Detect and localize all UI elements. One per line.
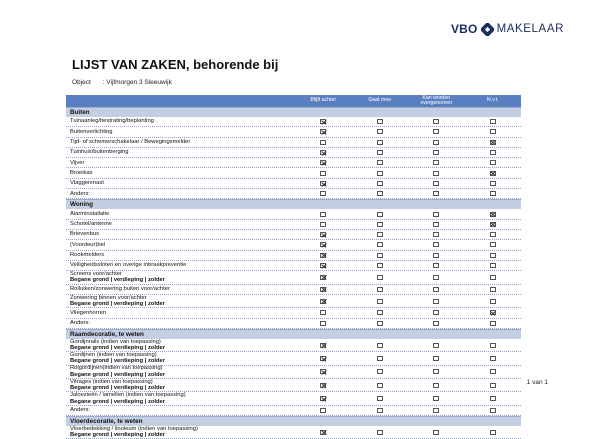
row-label xyxy=(66,261,295,270)
checkbox-empty[interactable] xyxy=(490,275,496,280)
checkbox-empty[interactable] xyxy=(433,212,439,217)
logo-makelaar-text: MAKELAAR xyxy=(496,23,564,35)
row-label-text: Anders: xyxy=(70,407,90,414)
col-kan-worden-overgenomen: Kan worden overgenomen xyxy=(420,94,453,106)
checkbox-empty[interactable] xyxy=(433,119,439,124)
table-row xyxy=(66,352,521,365)
table-row xyxy=(66,366,521,379)
row-label xyxy=(66,168,295,177)
checkbox-checked[interactable] xyxy=(320,369,326,374)
table-row xyxy=(66,189,521,199)
row-label-text: Alarminstallatie xyxy=(70,210,110,217)
house-icon xyxy=(481,23,494,36)
checkbox-checked[interactable] xyxy=(490,140,496,145)
checkbox-empty[interactable] xyxy=(320,310,326,315)
object-line xyxy=(72,79,172,86)
object-label: Object xyxy=(72,79,91,86)
checkbox-empty[interactable] xyxy=(377,343,383,348)
table-row xyxy=(66,319,521,329)
checkbox-empty[interactable] xyxy=(490,160,496,165)
row-floor-options: Begane grond | verdieping | zolder xyxy=(70,398,166,405)
checkbox-checked[interactable] xyxy=(320,396,326,401)
checkbox-empty[interactable] xyxy=(377,310,383,315)
row-label xyxy=(66,392,295,404)
row-label-text: Tijd- of schemerschakelaar / Bewegingsmelder xyxy=(70,139,191,146)
row-label xyxy=(66,117,295,126)
checkbox-empty[interactable] xyxy=(433,356,439,361)
row-label xyxy=(66,319,295,328)
checkbox-checked[interactable] xyxy=(320,129,326,134)
checkbox-empty[interactable] xyxy=(433,160,439,165)
row-label-text: Anders: xyxy=(70,319,90,326)
section-header: Buiten xyxy=(66,107,521,117)
checkbox-empty[interactable] xyxy=(320,212,326,217)
checkbox-empty[interactable] xyxy=(320,171,326,176)
checkbox-empty[interactable] xyxy=(377,287,383,292)
row-label-text: Rolluiken/zonwering buiten voor/achter xyxy=(70,285,170,292)
checkbox-empty[interactable] xyxy=(377,356,383,361)
checkbox-empty[interactable] xyxy=(377,150,383,155)
checkbox-checked[interactable] xyxy=(320,150,326,155)
checkbox-checked[interactable] xyxy=(320,430,326,435)
checkbox-empty[interactable] xyxy=(433,343,439,348)
row-label xyxy=(66,308,295,317)
checkbox-empty[interactable] xyxy=(490,253,496,258)
checkbox-empty[interactable] xyxy=(377,119,383,124)
checkbox-empty[interactable] xyxy=(433,299,439,304)
checkbox-empty[interactable] xyxy=(377,263,383,268)
checkbox-empty[interactable] xyxy=(490,191,496,196)
row-label xyxy=(66,426,295,438)
table-row xyxy=(66,251,521,261)
checkbox-empty[interactable] xyxy=(490,408,496,413)
checkbox-checked[interactable] xyxy=(320,181,326,186)
checkbox-empty[interactable] xyxy=(377,191,383,196)
vbo-makelaar-logo xyxy=(451,22,564,36)
checkbox-empty[interactable] xyxy=(320,191,326,196)
checkbox-empty[interactable] xyxy=(433,140,439,145)
checkbox-empty[interactable] xyxy=(377,369,383,374)
row-floor-options: Begane grond | verdieping | zolder xyxy=(70,371,166,378)
checkbox-checked[interactable] xyxy=(320,343,326,348)
checkbox-empty[interactable] xyxy=(433,369,439,374)
row-label xyxy=(66,230,295,239)
checkbox-checked[interactable] xyxy=(320,299,326,304)
checkbox-checked[interactable] xyxy=(320,287,326,292)
table-row xyxy=(66,295,521,308)
checkbox-empty[interactable] xyxy=(433,287,439,292)
row-label xyxy=(66,295,295,307)
checkbox-empty[interactable] xyxy=(377,321,383,326)
checkbox-empty[interactable] xyxy=(433,383,439,388)
row-label xyxy=(66,339,295,351)
row-floor-options: Begane grond | verdieping | zolder xyxy=(70,358,166,365)
table-row xyxy=(66,271,521,284)
row-label xyxy=(66,271,295,283)
checkbox-empty[interactable] xyxy=(433,181,439,186)
checkbox-checked[interactable] xyxy=(320,383,326,388)
row-label xyxy=(66,138,295,147)
row-label xyxy=(66,158,295,167)
table-row xyxy=(66,209,521,219)
checkbox-empty[interactable] xyxy=(490,150,496,155)
checkbox-empty[interactable] xyxy=(320,321,326,326)
checkbox-empty[interactable] xyxy=(377,129,383,134)
checkbox-empty[interactable] xyxy=(490,129,496,134)
row-floor-options: Begane grond | verdieping | zolder xyxy=(70,385,166,392)
checkbox-checked[interactable] xyxy=(320,242,326,247)
col-nvt: N.v.t. xyxy=(486,97,499,104)
checkbox-empty[interactable] xyxy=(377,253,383,258)
table-row xyxy=(66,379,521,392)
row-label xyxy=(66,379,295,391)
col-blijft-achter: Blijft achter xyxy=(310,97,337,104)
row-label xyxy=(66,179,295,188)
table-row xyxy=(66,138,521,148)
section-header: Vloerdecoratie, te weten xyxy=(66,416,521,426)
page-number: 1 van 1 xyxy=(526,379,548,386)
row-label xyxy=(66,189,295,198)
table-row xyxy=(66,179,521,189)
checkbox-empty[interactable] xyxy=(490,242,496,247)
checkbox-empty[interactable] xyxy=(490,119,496,124)
row-label-text: Buitenverlichting xyxy=(70,128,113,135)
row-label-text: Schotel/antenne xyxy=(70,221,112,228)
table-header xyxy=(66,95,521,107)
row-label-text: Screens voor/achter xyxy=(70,270,122,277)
checkbox-empty[interactable] xyxy=(377,212,383,217)
checkbox-empty[interactable] xyxy=(490,430,496,435)
checkbox-empty[interactable] xyxy=(433,171,439,176)
checkbox-empty[interactable] xyxy=(490,321,496,326)
table-row xyxy=(66,148,521,158)
col-gaat-mee: Gaat mee xyxy=(368,97,392,104)
row-label-text: Vitrages (indien van toepassing) xyxy=(70,378,153,385)
checkbox-empty[interactable] xyxy=(433,408,439,413)
checkbox-checked[interactable] xyxy=(320,263,326,268)
checkbox-checked[interactable] xyxy=(320,160,326,165)
checkbox-empty[interactable] xyxy=(490,396,496,401)
checkbox-empty[interactable] xyxy=(320,140,326,145)
row-label-text: Tuinhuis/buitenberging xyxy=(70,149,129,156)
row-label xyxy=(66,240,295,249)
checkbox-empty[interactable] xyxy=(377,242,383,247)
row-label xyxy=(66,251,295,260)
checkbox-empty[interactable] xyxy=(433,150,439,155)
checkbox-empty[interactable] xyxy=(377,275,383,280)
checkbox-empty[interactable] xyxy=(433,321,439,326)
checkbox-checked[interactable] xyxy=(320,275,326,280)
checkbox-empty[interactable] xyxy=(377,232,383,237)
table-row xyxy=(66,240,521,250)
checkbox-empty[interactable] xyxy=(377,430,383,435)
checkbox-empty[interactable] xyxy=(433,222,439,227)
row-label xyxy=(66,209,295,218)
table-row xyxy=(66,406,521,416)
table-row xyxy=(66,285,521,295)
checkbox-empty[interactable] xyxy=(433,275,439,280)
checkbox-empty[interactable] xyxy=(377,181,383,186)
row-label xyxy=(66,148,295,157)
checkbox-checked[interactable] xyxy=(490,212,496,217)
section-header: Woning xyxy=(66,199,521,209)
row-label xyxy=(66,352,295,364)
row-label-text: (Voordeur)bel xyxy=(70,241,106,248)
checkbox-empty[interactable] xyxy=(377,408,383,413)
row-label xyxy=(66,366,295,378)
checkbox-empty[interactable] xyxy=(433,310,439,315)
checkbox-checked[interactable] xyxy=(320,119,326,124)
row-label-text: Vijver xyxy=(70,159,85,166)
checkbox-empty[interactable] xyxy=(377,171,383,176)
row-label-text: Brievenbus xyxy=(70,231,100,238)
table-row xyxy=(66,158,521,168)
checkbox-empty[interactable] xyxy=(377,222,383,227)
checkbox-empty[interactable] xyxy=(490,343,496,348)
row-label-text: Anders: xyxy=(70,190,90,197)
checkbox-empty[interactable] xyxy=(490,369,496,374)
row-floor-options: Begane grond | verdieping | zolder xyxy=(70,432,166,439)
row-label-text: Veiligheidssloten en overige inbraakpreventie xyxy=(70,262,187,269)
checkbox-empty[interactable] xyxy=(320,408,326,413)
checkbox-empty[interactable] xyxy=(490,181,496,186)
table-row xyxy=(66,261,521,271)
table-row xyxy=(66,127,521,137)
row-label-text: Tuinaanleg/bestrating/beplanting xyxy=(70,118,154,125)
checkbox-empty[interactable] xyxy=(433,263,439,268)
checkbox-empty[interactable] xyxy=(490,287,496,292)
checkbox-empty[interactable] xyxy=(433,191,439,196)
row-label-text: Broeikas xyxy=(70,169,93,176)
row-label-text: Gordijnrails (indien van toepassing) xyxy=(70,338,161,345)
checkbox-empty[interactable] xyxy=(490,383,496,388)
row-label-text: Rookmelders xyxy=(70,252,105,258)
checkbox-empty[interactable] xyxy=(490,263,496,268)
checkbox-empty[interactable] xyxy=(433,396,439,401)
table-row xyxy=(66,168,521,178)
row-label xyxy=(66,220,295,229)
section-header: Raamdecoratie, te weten xyxy=(66,329,521,339)
checkbox-empty[interactable] xyxy=(433,232,439,237)
row-label-text: Vloerbedekking / linoleum (indien van toepassing) xyxy=(70,425,198,432)
row-label-text: Jaloezieën / lamellen (indien van toepassing) xyxy=(70,392,186,399)
logo-vbo-text: VBO xyxy=(450,22,478,36)
table-row xyxy=(66,230,521,240)
checkbox-checked[interactable] xyxy=(490,171,496,176)
checkbox-empty[interactable] xyxy=(490,232,496,237)
checkbox-checked[interactable] xyxy=(490,222,496,227)
checkbox-checked[interactable] xyxy=(320,356,326,361)
checkbox-empty[interactable] xyxy=(433,129,439,134)
row-label-text: Vlaggenmast xyxy=(70,180,104,187)
checkbox-empty[interactable] xyxy=(377,396,383,401)
row-floor-options: Begane grond | verdieping | zolder xyxy=(70,345,166,352)
checkbox-empty[interactable] xyxy=(377,383,383,388)
checkbox-empty[interactable] xyxy=(377,160,383,165)
checkbox-empty[interactable] xyxy=(433,253,439,258)
row-label xyxy=(66,285,295,294)
row-label-text: Zonwering binnen voor/achter xyxy=(70,294,147,301)
row-label xyxy=(66,406,295,415)
table-row xyxy=(66,220,521,230)
row-floor-options: Begane grond | verdieping | zolder xyxy=(70,277,166,284)
table-row xyxy=(66,392,521,405)
row-label xyxy=(66,127,295,136)
checkbox-checked[interactable] xyxy=(320,232,326,237)
checkbox-checked[interactable] xyxy=(490,310,496,315)
row-label-text: Vliegenhorren xyxy=(70,309,107,316)
row-floor-options: Begane grond | verdieping | zolder xyxy=(70,301,166,308)
checkbox-empty[interactable] xyxy=(433,430,439,435)
row-label-text: Rolgordijnen(indien van toepassing) xyxy=(70,365,163,372)
table-row xyxy=(66,308,521,318)
page-title: LIJST VAN ZAKEN, behorende bij xyxy=(72,57,279,72)
row-label-text: Gordijnen (indien van toepassing) xyxy=(70,352,157,359)
checkbox-checked[interactable] xyxy=(320,253,326,258)
object-value: : Vijfmorgen 3 Sleeuwijk xyxy=(102,79,172,86)
checkbox-empty[interactable] xyxy=(377,140,383,145)
checkbox-empty[interactable] xyxy=(377,299,383,304)
checkbox-empty[interactable] xyxy=(320,222,326,227)
items-table xyxy=(66,95,521,439)
table-row xyxy=(66,426,521,439)
checkbox-empty[interactable] xyxy=(490,356,496,361)
table-row xyxy=(66,339,521,352)
table-row xyxy=(66,117,521,127)
checkbox-empty[interactable] xyxy=(490,299,496,304)
checkbox-empty[interactable] xyxy=(433,242,439,247)
